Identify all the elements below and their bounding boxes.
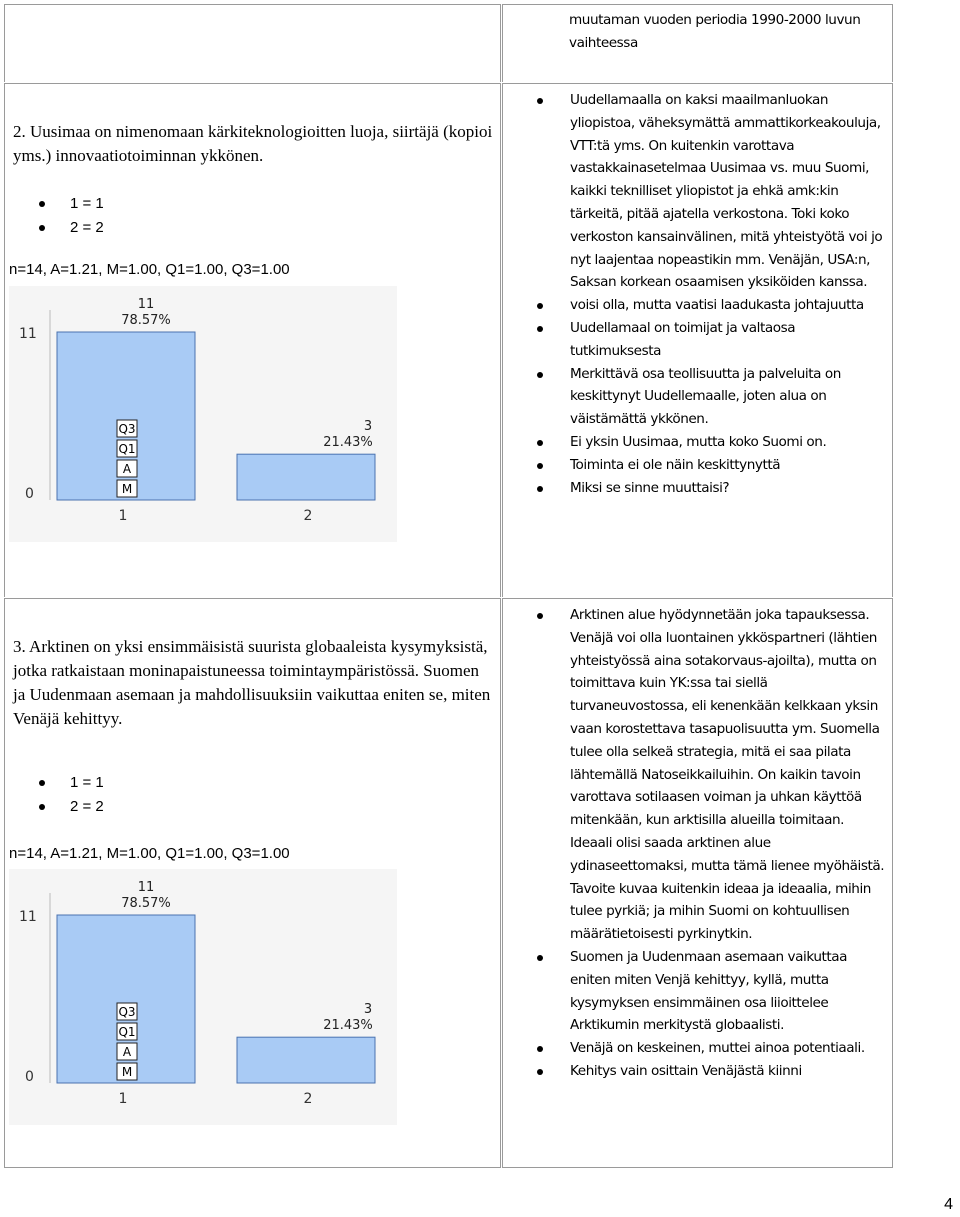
question-2-options <box>37 192 104 240</box>
question-3-options <box>37 771 104 819</box>
question-2-chart <box>9 286 397 542</box>
option-item: 2 = 2 <box>37 216 104 240</box>
question-2-answers <box>536 89 886 499</box>
bar <box>237 1037 375 1083</box>
bar-chart <box>9 286 397 542</box>
y-tick-label: 0 <box>25 1069 34 1085</box>
percent-label: 78.57% <box>121 896 171 911</box>
question-2-text: 2. Uusimaa on nimenomaan kärkiteknologioitten luoja, siirtäjä (kopioi yms.) innovaatiotoiminnan ykkönen. <box>13 122 493 165</box>
question-3-cell <box>4 598 501 1168</box>
question-2-answers-cell <box>502 83 893 597</box>
x-tick-label: 1 <box>118 1091 128 1107</box>
option-item: 1 = 1 <box>37 771 104 795</box>
marker-label: Q1 <box>118 442 136 456</box>
answer-item: Venäjä on keskeinen, muttei ainoa potentiaali. <box>536 1037 886 1060</box>
percent-label: 78.57% <box>121 313 171 328</box>
marker-label: A <box>122 462 132 476</box>
bar <box>237 454 375 500</box>
bar-chart <box>9 869 397 1125</box>
y-tick-label: 0 <box>25 486 34 502</box>
x-tick-label: 1 <box>118 508 128 524</box>
table-cell-note <box>502 4 893 82</box>
answer-item: Ei yksin Uusimaa, mutta koko Suomi on. <box>536 431 886 454</box>
question-3-chart <box>9 869 397 1125</box>
percent-label: 21.43% <box>323 1018 373 1034</box>
marker-label: Q3 <box>118 422 136 436</box>
question-3-answers-cell <box>502 598 893 1168</box>
question-3-text: 3. Arktinen on yksi ensimmäisistä suurista globaaleista kysymyksistä, jotka ratkaistaan moninapaistuneessa toimintaympäristössä. Suomen ja Uudenmaan asemaan ja mahdollisuuksiin vaikuttaa eniten se, miten Venäjä kehittyy. <box>13 637 491 728</box>
answer-item: Merkittävä osa teollisuutta ja palveluita on keskittynyt Uudellemaalle, joten alua on väistämättä ykkönen. <box>536 363 886 431</box>
marker-label: Q3 <box>118 1005 136 1019</box>
answer-item: Miksi se sinne muuttaisi? <box>536 477 886 500</box>
answer-item: Toiminta ei ole näin keskittynyttä <box>536 454 886 477</box>
question-2-stats: n=14, A=1.21, M=1.00, Q1=1.00, Q3=1.00 <box>9 261 290 278</box>
answer-item: Suomen ja Uudenmaan asemaan vaikuttaa eniten miten Venjä kehittyy, kyllä, mutta kysymyksen ensimmäinen osa liioittelee Arktikumin merkitystä globaalisti. <box>536 946 886 1037</box>
option-item: 2 = 2 <box>37 795 104 819</box>
table-cell-empty <box>4 4 501 82</box>
value-label: 11 <box>137 880 155 895</box>
x-tick-label: 2 <box>303 1091 313 1107</box>
y-tick-label: 11 <box>19 909 37 925</box>
marker-label: A <box>122 1045 132 1059</box>
value-label: 11 <box>137 297 155 312</box>
top-note: muutaman vuoden periodia 1990-2000 luvun vaihteessa <box>569 12 861 51</box>
answer-item: Uudellamaalla on kaksi maailmanluokan yliopistoa, väheksymättä ammattikorkeakouluja, VTT:tä yms. On kuitenkin varottava vastakkainasetelmaa Uusimaa vs. muu Suomi, kaikki teknilliset yliopistot ja ehkä amk:kin tärkeitä, pitää ajatella verkostona. Toki koko verkoston kansainvälinen, mitä yhteistyötä voi jo nyt laajentaa nopeastikin mm. Venäjän, USA:n, Saksan korkean osaamisen yksiköiden kanssa. <box>536 89 886 294</box>
x-tick-label: 2 <box>303 508 313 524</box>
question-3-stats: n=14, A=1.21, M=1.00, Q1=1.00, Q3=1.00 <box>9 845 290 862</box>
option-item: 1 = 1 <box>37 192 104 216</box>
percent-label: 21.43% <box>323 435 373 451</box>
answer-item: voisi olla, mutta vaatisi laadukasta johtajuutta <box>536 294 886 317</box>
answer-item: Arktinen alue hyödynnetään joka tapauksessa. Venäjä voi olla luontainen ykköspartneri (lähtien yhteistyössä aina sotakorvaus-ajoilta), mutta on toimittava kuin YK:ssa tai siellä turvaneuvostossa, eli kenenkään kelkkaan yksin vaan korostettava tasapuolisuutta ym. Suomella tulee olla selkeä strategia, mitä ei saa pilata lähtemällä Natoseikkailuihin. On kaikin tavoin varottava sotilaasen voiman ja uhkan käyttöä mitenkään, kun arktisilla alueilla toimitaan. Ideaali olisi saada arktinen alue ydinaseettomaksi, mutta tämä lienee myöhäistä. Tavoite kuvaa kuitenkin ideaa ja ideaalia, mihin tulee pyrkiä; ja mihin Suomi on kohtuullisen määrätietoisesti pyrkinytkin. <box>536 604 886 946</box>
marker-label: M <box>121 1065 133 1079</box>
marker-label: M <box>121 482 133 496</box>
value-label: 3 <box>363 1002 373 1018</box>
question-2-cell <box>4 83 501 597</box>
answer-item: Kehitys vain osittain Venäjästä kiinni <box>536 1060 886 1083</box>
page-number: 4 <box>944 1196 953 1213</box>
value-label: 3 <box>363 419 373 435</box>
marker-label: Q1 <box>118 1025 136 1039</box>
question-3-answers <box>536 604 886 1083</box>
y-tick-label: 11 <box>19 326 37 342</box>
answer-item: Uudellamaal on toimijat ja valtaosa tutkimuksesta <box>536 317 886 363</box>
